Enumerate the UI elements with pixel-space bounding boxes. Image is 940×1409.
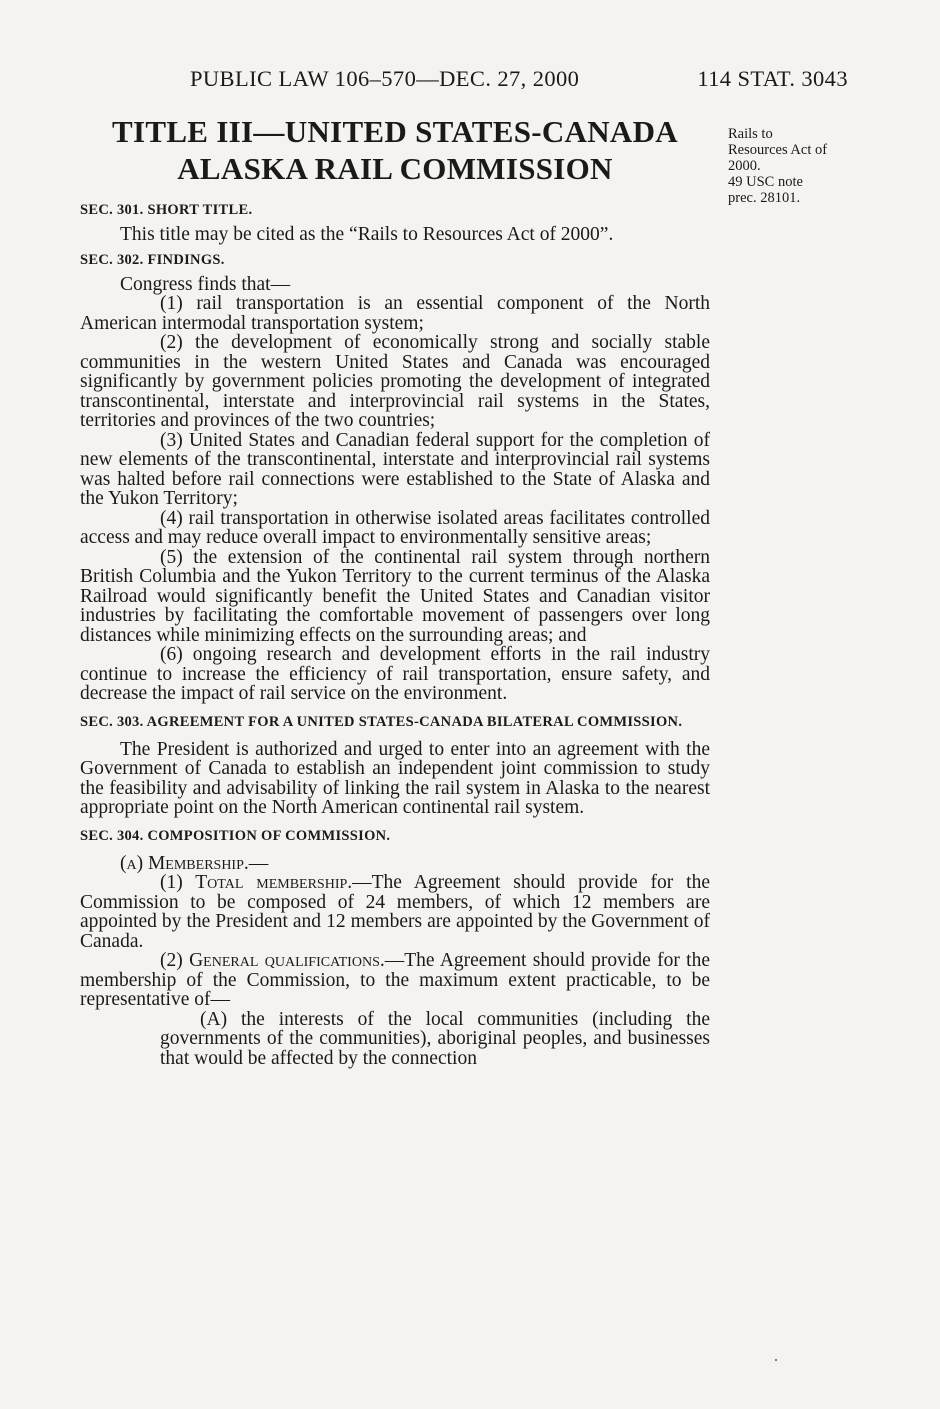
- running-header: [190, 66, 848, 92]
- finding-item: (3) United States and Canadian federal support for the completion of new elements of the transcontinental, interstate and interprovincial rail systems was halted before rail connections were established to the State of Alaska and the Yukon Territory;: [80, 429, 710, 509]
- finding-item: (4) rail transportation in otherwise isolated areas facilitates controlled access and may reduce overall impact to environmentally sensitive areas;: [80, 507, 710, 548]
- general-qualifications-text: The Agreement should provide for the membership of the Commission, to the maximum extent practicable, to be representative of—: [80, 950, 710, 1010]
- title-line-2: ALASKA RAIL COMMISSION: [177, 151, 613, 186]
- sec-304-a-heading: [80, 854, 710, 874]
- finding-item: (6) ongoing research and development efforts in the rail industry continue to increase the efficiency of rail transportation, ensure safety, and decrease the impact of rail service on the environment.: [80, 644, 710, 704]
- sec-303-text: The President is authorized and urged to enter into an agreement with the Government of Canada to establish an independent joint commission to study the feasibility and advisability of linking the rail system in Alaska to the nearest appropriate point on the North American continental rail system.: [80, 738, 710, 818]
- margin-note-line: 2000.: [728, 158, 761, 174]
- finding-item: (2) the development of economically strong and socially stable communities in the western United States and Canada was encouraged significantly by government policies promoting the development of integrated transcontinental, interstate and interprovincial rail systems in the States, territories and provinces of the two countries;: [80, 332, 710, 431]
- sec-302-intro: Congress finds that—: [120, 273, 291, 295]
- sec-301-heading: SEC. 301. SHORT TITLE.: [80, 202, 253, 218]
- margin-note-line: prec. 28101.: [728, 190, 801, 206]
- total-membership-label: (1) Total membership.—: [160, 872, 372, 893]
- scan-speck: [775, 1359, 777, 1361]
- finding-item: (1) rail transportation is an essential component of the North American intermodal transportation system;: [80, 293, 710, 334]
- margin-note-line: Resources Act of: [728, 142, 828, 158]
- title-heading: [80, 113, 710, 187]
- header-stat-page: 114 STAT. 3043: [697, 66, 848, 91]
- sec-303-heading: SEC. 303. AGREEMENT FOR A UNITED STATES-CANADA BILATERAL COMMISSION.: [80, 713, 683, 730]
- sec-304-a-2-A: (A) the interests of the local communities (including the governments of the communities), aboriginal peoples, and businesses that would be affected by the connection: [160, 1008, 710, 1069]
- membership-label: (a) Membership.—: [120, 852, 269, 874]
- total-membership-text: The Agreement should provide for the Commission to be composed of 24 members, of which 12 members are appointed by the President and 12 members are appointed by the Government of Canada.: [80, 872, 710, 952]
- body-text: [80, 201, 710, 1068]
- margin-note-line: Rails to: [728, 126, 773, 142]
- sec-302-heading: SEC. 302. FINDINGS.: [80, 251, 225, 268]
- sec-304-heading: SEC. 304. COMPOSITION OF COMMISSION.: [80, 827, 391, 844]
- sec-304-a-1: [80, 873, 710, 951]
- header-law-date: PUBLIC LAW 106–570—DEC. 27, 2000: [190, 66, 580, 91]
- general-qualifications-label: (2) General qualifications.—: [160, 950, 405, 971]
- sec-301-text: This title may be cited as the “Rails to Resources Act of 2000”.: [120, 224, 614, 245]
- margin-note-line: 49 USC note: [728, 174, 803, 190]
- finding-item: (5) the extension of the continental rail system through northern British Columbia and the Yukon Territory to the current terminus of the Alaska Railroad would significantly benefit the United States and Canadian visitor industries by facilitating the comfortable movement of passengers over long distances while minimizing effects on the surrounding areas; and: [80, 546, 710, 646]
- margin-note: [728, 126, 918, 206]
- title-line-1: TITLE III—UNITED STATES-CANADA: [112, 114, 678, 149]
- sec-304-a-2: [80, 951, 710, 1010]
